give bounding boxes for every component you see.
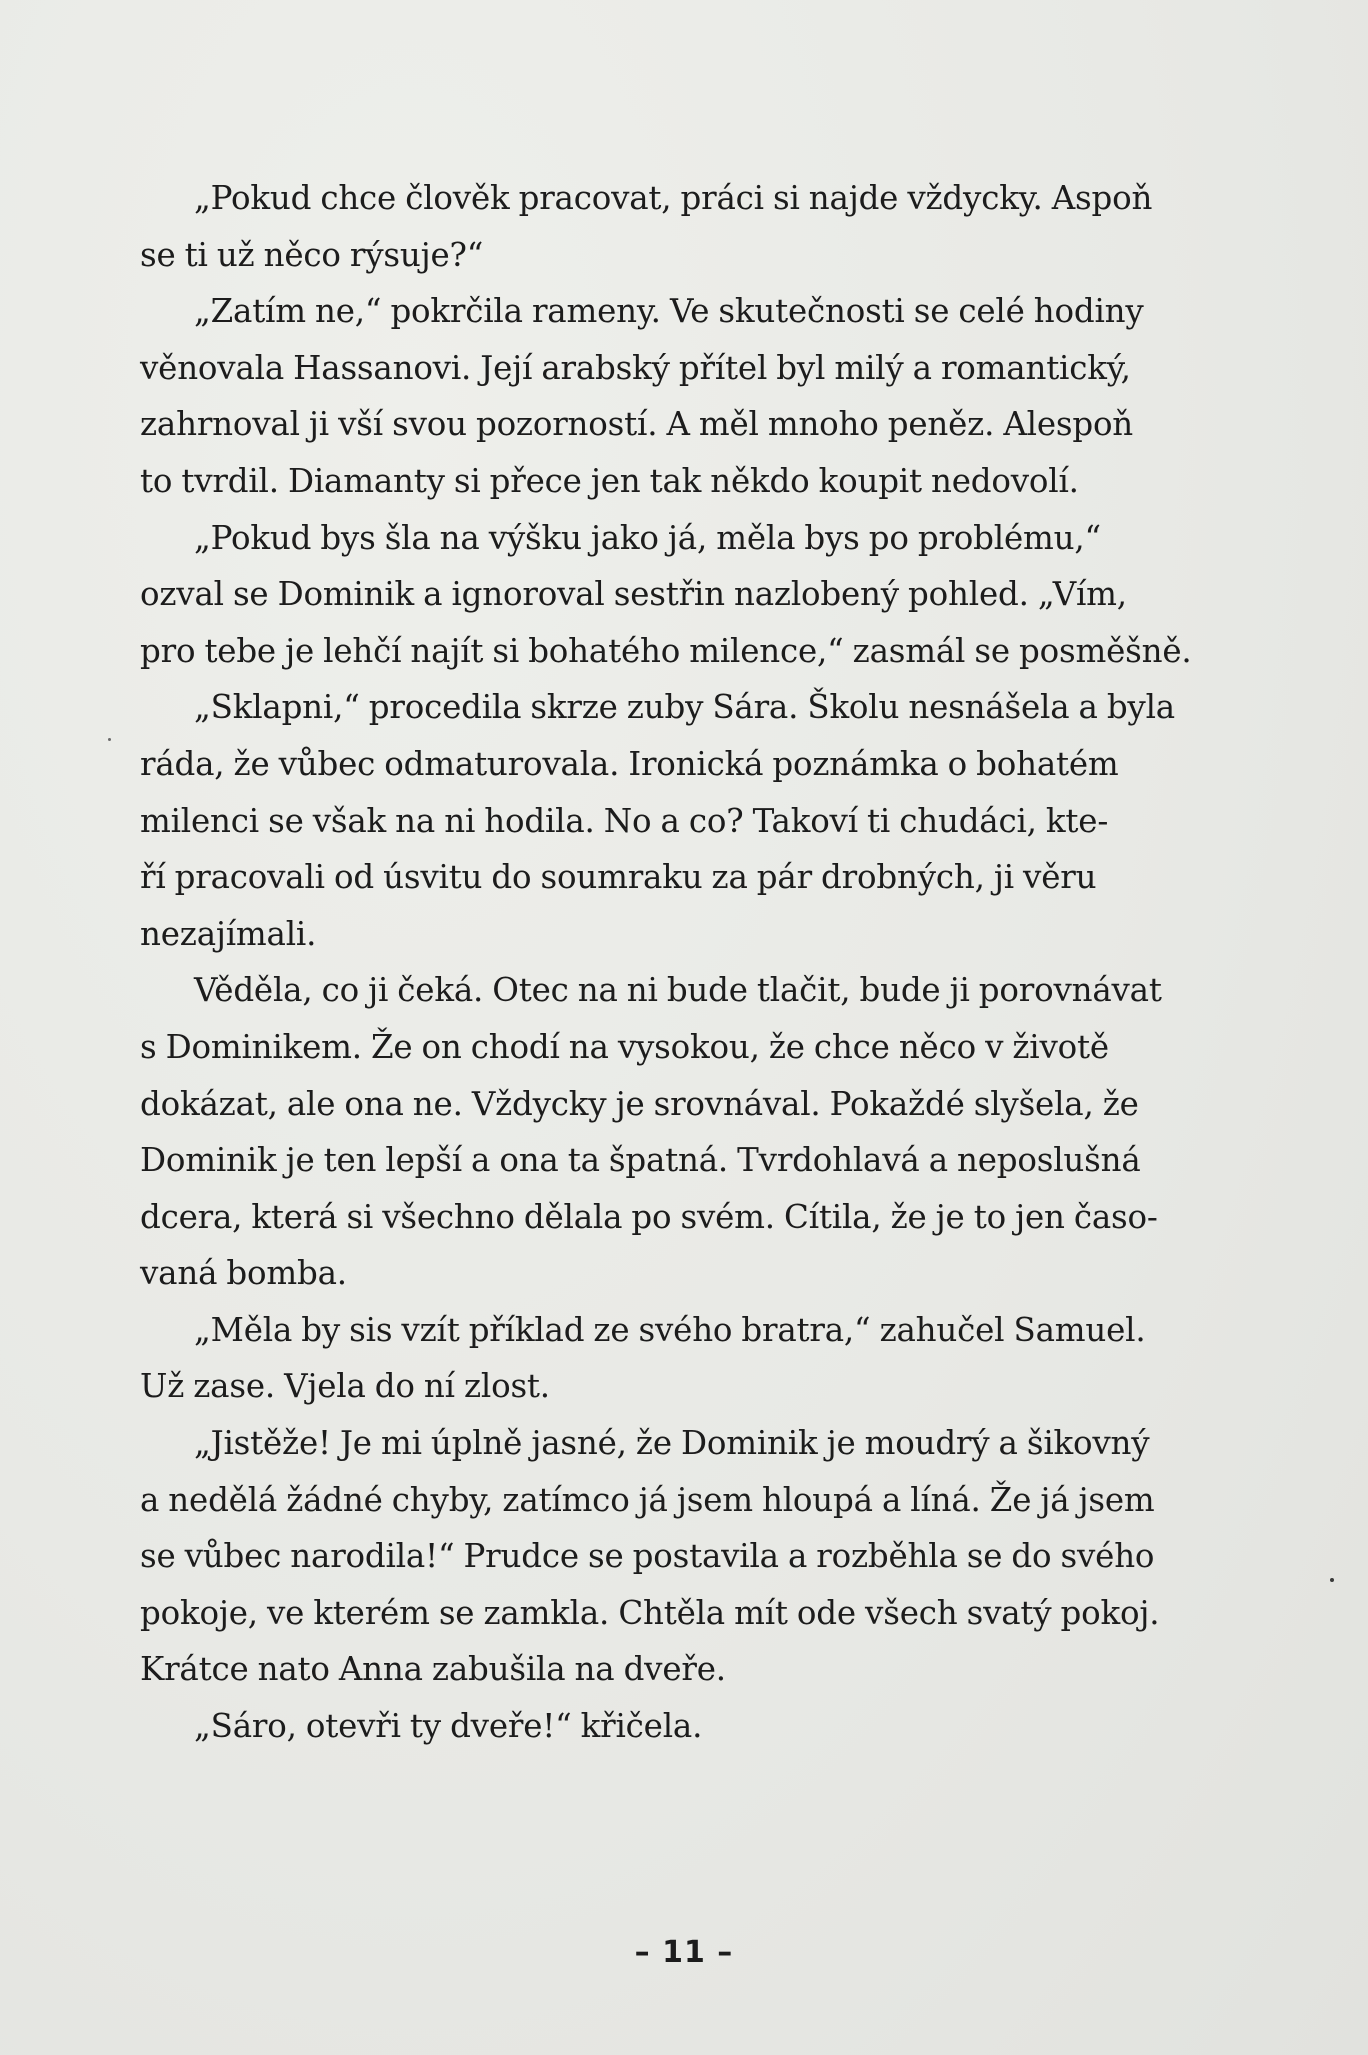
text-line: a nedělá žádné chyby, zatímco já jsem hloupá a líná. Že já jsem [140, 1480, 1155, 1519]
text-line: „Jistěže! Je mi úplně jasné, že Dominik je moudrý a šikovný [194, 1424, 1150, 1463]
text-line: „Sáro, otevři ty dveře!“ křičela. [194, 1707, 703, 1746]
text-line: „Měla by sis vzít příklad ze svého bratra,“ zahučel Samuel. [194, 1310, 1146, 1349]
paper-speck [108, 738, 111, 741]
text-line: zahrnoval ji vší svou pozorností. A měl mnoho peněz. Alespoň [140, 405, 1134, 444]
body-text [140, 170, 1192, 1755]
text-line: dokázat, ale ona ne. Vždycky je srovnával. Pokaždé slyšela, že [140, 1084, 1139, 1123]
text-line: to tvrdil. Diamanty si přece jen tak někdo koupit nedovolí. [140, 461, 1079, 500]
text-line: Už zase. Vjela do ní zlost. [140, 1367, 550, 1406]
paper-speck [1330, 1578, 1334, 1582]
text-line: Věděla, co ji čeká. Otec na ni bude tlačit, bude ji porovnávat [194, 971, 1162, 1010]
text-line: nezajímali. [140, 914, 317, 953]
text-line: ří pracovali od úsvitu do soumraku za pár drobných, ji věru [140, 858, 1097, 897]
text-line: Krátce nato Anna zabušila na dveře. [140, 1650, 726, 1689]
text-line: Dominik je ten lepší a ona ta špatná. Tvrdohlavá a neposlušná [140, 1141, 1141, 1180]
text-line: dcera, která si všechno dělala po svém. Cítila, že je to jen časo- [140, 1197, 1158, 1236]
text-line: s Dominikem. Že on chodí na vysokou, že chce něco v životě [140, 1027, 1109, 1066]
text-line: vaná bomba. [140, 1254, 347, 1293]
text-line: ráda, že vůbec odmaturovala. Ironická poznámka o bohatém [140, 744, 1119, 783]
text-line: „Pokud chce člověk pracovat, práci si najde vždycky. Aspoň [194, 179, 1153, 217]
text-line: ozval se Dominik a ignoroval sestřin nazlobený pohled. „Vím, [140, 575, 1127, 614]
text-line: věnovala Hassanovi. Její arabský přítel byl milý a romantický, [140, 348, 1131, 387]
text-line: se vůbec narodila!“ Prudce se postavila a rozběhla se do svého [140, 1537, 1155, 1576]
text-line: milenci se však na ni hodila. No a co? Takoví ti chudáci, kte- [140, 801, 1109, 840]
text-line: „Sklapni,“ procedila skrze zuby Sára. Školu nesnášela a byla [194, 688, 1175, 727]
text-line: „Pokud bys šla na výšku jako já, měla bys po problému,“ [194, 518, 1101, 557]
text-line: se ti už něco rýsuje?“ [140, 235, 484, 274]
text-line: pokoje, ve kterém se zamkla. Chtěla mít ode všech svatý pokoj. [140, 1593, 1160, 1632]
text-line: „Zatím ne,“ pokrčila rameny. Ve skutečnosti se celé hodiny [194, 292, 1144, 331]
text-line: pro tebe je lehčí najít si bohatého milence,“ zasmál se posměšně. [140, 631, 1192, 670]
page-number: – 11 – [634, 1935, 734, 1970]
